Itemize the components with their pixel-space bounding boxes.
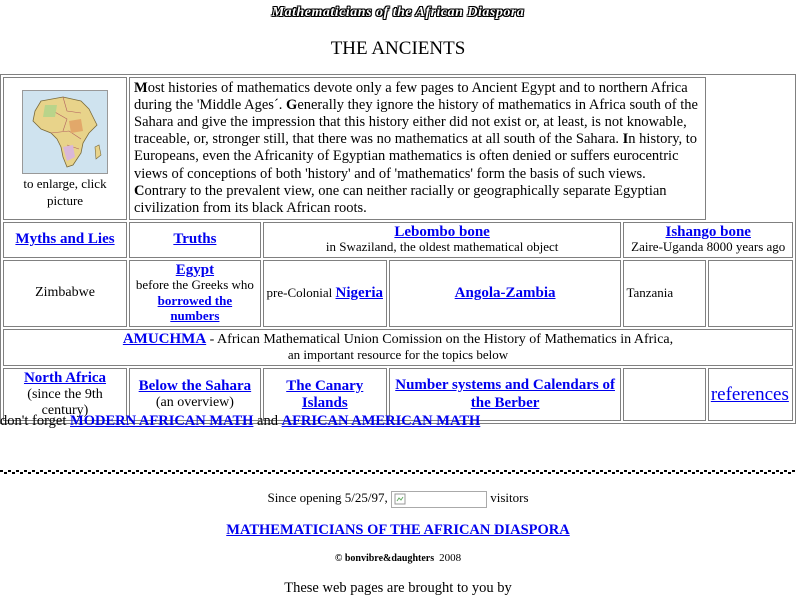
north-africa-subtitle: (since the 9th century) [27, 387, 103, 419]
copyright-name: © bonvibre&daughters [334, 553, 435, 564]
copyright-line [0, 552, 796, 564]
north-africa-link[interactable]: North Africa [23, 369, 107, 386]
egypt-subtitle: before the Greeks who [135, 277, 254, 293]
since-opening-label: Since opening 5/25/97, [267, 490, 391, 505]
intro-cap-4: C [134, 182, 145, 199]
map-cell [3, 77, 127, 220]
intro-cap-3: I [622, 131, 629, 148]
myths-cell [3, 222, 127, 258]
zimbabwe-cell [3, 260, 127, 327]
ishango-bone-link[interactable]: Ishango bone [665, 223, 751, 240]
intro-text-cell [129, 77, 706, 220]
angola-cell [389, 260, 622, 327]
angola-zambia-link[interactable]: Angola-Zambia [454, 284, 556, 301]
myths-and-lies-link[interactable]: Myths and Lies [15, 231, 115, 248]
intro-text-2: enerally they ignore the history of mathematics in Africa south of the Sahara and give the impression that this history either did not exist or, at least, is not knowable, traceable, or, stronger still, that there was no mathematics at all south of the Sahara. [134, 97, 698, 148]
amuchma-subtitle: an important resource for the topics below [287, 346, 509, 362]
and-label: and [253, 413, 282, 429]
precolonial-label: pre-Colonial [266, 284, 336, 300]
intro-cap-1: M [134, 80, 148, 96]
visitor-counter-line [0, 490, 796, 508]
visitors-label: visitors [486, 490, 529, 505]
brought-to-you-line: These web pages are brought to you by [284, 580, 512, 596]
intro-text-1: ost histories of mathematics devote only a few pages to Ancient Egypt and to northern Africa during the 'Middle Ages´. [134, 80, 688, 114]
topics-table [0, 74, 796, 424]
mathematicians-diaspora-link[interactable]: MATHEMATICIANS OF THE AFRICAN DIASPORA [226, 522, 570, 538]
references-link[interactable]: references [710, 383, 789, 405]
africa-map-image[interactable] [22, 90, 108, 174]
zimbabwe-label: Zimbabwe [35, 285, 95, 301]
canary-islands-link[interactable]: The Canary Islands [286, 377, 364, 411]
intro-text-3: n history, to Europeans, even the Africanity of Egyptian mathematics is often denied or suffers eurocentric views of conceptions of both 'history' and of 'mathematics' form the basis of such views. [134, 131, 698, 182]
page-title: THE ANCIENTS [330, 38, 466, 59]
broken-image-icon [394, 493, 406, 505]
site-banner [0, 5, 796, 21]
empty-cell-row4 [623, 368, 705, 421]
truths-link[interactable]: Truths [173, 231, 217, 248]
modern-african-math-link[interactable]: MODERN AFRICAN MATH [70, 413, 254, 429]
amuchma-row [3, 329, 793, 366]
amuchma-cell [3, 329, 793, 366]
diaspora-home-line [0, 522, 796, 539]
references-cell [708, 368, 793, 421]
truths-cell [129, 222, 261, 258]
berber-number-systems-link[interactable]: Number systems and Calendars of the Berber [395, 377, 615, 411]
below-sahara-link[interactable]: Below the Sahara [138, 377, 252, 394]
ishango-cell [623, 222, 793, 258]
egypt-link[interactable]: Egypt [175, 261, 215, 278]
nigeria-link[interactable]: Nigeria [335, 284, 383, 301]
dotted-divider [0, 466, 796, 478]
egypt-cell [129, 260, 261, 327]
nigeria-cell [263, 260, 387, 327]
african-american-math-link[interactable]: AFRICAN AMERICAN MATH [281, 413, 481, 429]
intro-row [3, 77, 793, 220]
africa-map-link[interactable] [6, 90, 124, 174]
lebombo-cell [263, 222, 622, 258]
amuchma-description: - African Mathematical Union Comission on the History of Mathematics in Africa, [206, 331, 674, 347]
intro-text-4: ontrary to the prevalent view, one can neither racially or geographically separate Egyptian civilization from its black African roots. [134, 182, 667, 216]
africa-map-icon [23, 91, 107, 173]
ishango-subtitle: Zaire-Uganda 8000 years ago [631, 239, 786, 255]
lebombo-subtitle: in Swaziland, the oldest mathematical object [325, 239, 559, 255]
borrowed-numbers-link[interactable]: borrowed the numbers [157, 292, 233, 324]
lebombo-bone-link[interactable]: Lebombo bone [394, 223, 490, 240]
dont-forget-line [0, 413, 480, 430]
tanzania-cell [623, 260, 705, 327]
copyright-year: 2008 [439, 552, 462, 564]
map-caption: to enlarge, click picture [23, 176, 107, 209]
empty-cell-row2 [708, 260, 793, 327]
intro-cap-2: G [286, 97, 298, 114]
amuchma-link[interactable]: AMUCHMA [122, 330, 207, 347]
below-sahara-subtitle: (an overview) [155, 395, 234, 411]
topics-row-2 [3, 260, 793, 327]
tanzania-label: Tanzania [626, 284, 674, 300]
dont-forget-label: don't forget [0, 413, 71, 429]
topics-row-1 [3, 222, 793, 258]
visitor-counter-image [391, 491, 487, 508]
banner-title: Mathematicians of the African Diaspora [271, 5, 525, 20]
